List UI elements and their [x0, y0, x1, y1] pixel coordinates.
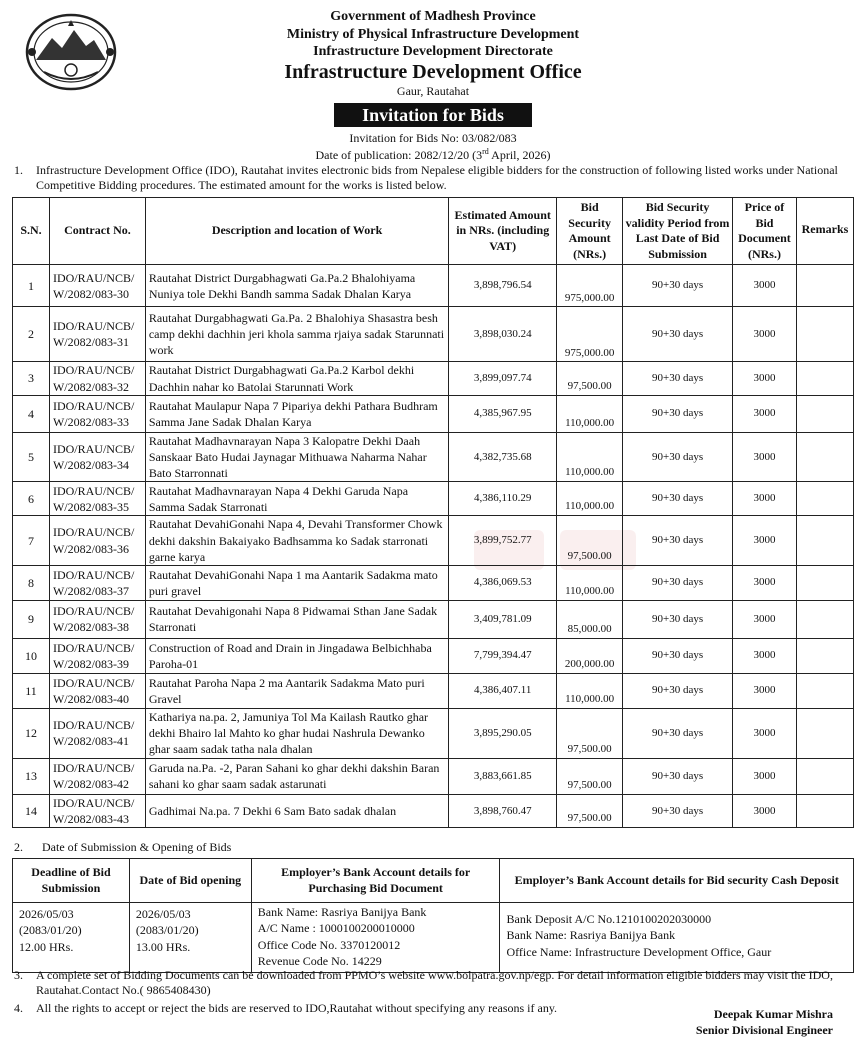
header-sn: S.N.	[13, 198, 50, 265]
row-remarks	[796, 758, 853, 794]
row-validity: 90+30 days	[623, 758, 733, 794]
row-contract-no: IDO/RAU/NCB/W/2082/083-40	[49, 673, 145, 708]
row-estimated-amount: 4,386,069.53	[449, 565, 557, 600]
row-price: 3000	[732, 565, 796, 600]
opening-date: 2026/05/03	[135, 907, 191, 922]
row-bid-security: 110,000.00	[557, 395, 623, 432]
row-price: 3000	[732, 265, 796, 307]
row-estimated-amount: 7,799,394.47	[449, 638, 557, 673]
row-description: Rautahat District Durgabhagwati Ga.Pa.2 Karbol dekhi Dachhin nahar ko Batolai Starunnati Work	[145, 362, 448, 395]
row-description: Rautahat District Durgabhagwati Ga.Pa.2 Bhalohiyama Nuniya tole Dekhi Bandh samma Sadak Dhalan Karya	[145, 265, 448, 307]
row-contract-no: IDO/RAU/NCB/W/2082/083-39	[49, 638, 145, 673]
bank-purchase-office-code: Office Code No. 3370120012	[257, 937, 401, 952]
header-description: Description and location of Work	[145, 198, 448, 265]
row-validity: 90+30 days	[623, 482, 733, 516]
row-bid-security: 97,500.00	[557, 794, 623, 827]
table-row	[13, 794, 854, 827]
row-bid-security: 97,500.00	[557, 362, 623, 395]
row-remarks	[796, 708, 853, 758]
row-validity: 90+30 days	[623, 362, 733, 395]
row-sn: 7	[13, 516, 50, 566]
row-bid-security: 110,000.00	[557, 673, 623, 708]
directorate-line: Infrastructure Development Directorate	[313, 44, 553, 59]
row-sn: 1	[13, 265, 50, 307]
row-price: 3000	[732, 708, 796, 758]
row-estimated-amount: 3,883,661.85	[449, 758, 557, 794]
row-remarks	[796, 516, 853, 566]
row-contract-no: IDO/RAU/NCB/W/2082/083-42	[49, 758, 145, 794]
table-row	[13, 758, 854, 794]
deadline-date-bs: (2083/01/20)	[19, 923, 82, 938]
schedule-row	[13, 903, 854, 973]
section-3-paragraph	[14, 968, 854, 1000]
header-deadline: Deadline of Bid Submission	[13, 859, 130, 903]
section-4-paragraph	[14, 1001, 654, 1017]
row-estimated-amount: 4,385,967.95	[449, 395, 557, 432]
row-remarks	[796, 673, 853, 708]
office-title: Infrastructure Development Office	[284, 61, 582, 83]
row-bid-security: 85,000.00	[557, 600, 623, 638]
table-row	[13, 600, 854, 638]
header-bank-purchase: Employer’s Bank Account details for Purchasing Bid Document	[251, 859, 500, 903]
intro-number: 1.	[14, 163, 23, 177]
row-price: 3000	[732, 516, 796, 566]
row-description: Rautahat Madhavnarayan Napa 3 Kalopatre Dekhi Daah Sanskaar Bato Hudai Jaynagar Mithuawa Naharma Nahar Bato Starronnati	[145, 432, 448, 482]
row-sn: 13	[13, 758, 50, 794]
header-estimated: Estimated Amount in NRs. (including VAT)	[449, 198, 557, 265]
opening-date-bs: (2083/01/20)	[135, 923, 199, 938]
header-contract: Contract No.	[49, 198, 145, 265]
header-opening: Date of Bid opening	[129, 859, 251, 903]
table-row	[13, 307, 854, 362]
row-sn: 9	[13, 600, 50, 638]
row-price: 3000	[732, 794, 796, 827]
bank-purchase-account: A/C Name : 1000100200010000	[257, 921, 415, 936]
row-remarks	[796, 638, 853, 673]
row-description: Rautahat DevahiGonahi Napa 1 ma Aantarik Sadakma mato puri gravel	[145, 565, 448, 600]
row-sn: 8	[13, 565, 50, 600]
bank-purchase-cell	[251, 903, 500, 973]
section-2-heading	[14, 840, 854, 856]
row-validity: 90+30 days	[623, 673, 733, 708]
publication-date-sup: rd	[482, 147, 489, 156]
row-contract-no: IDO/RAU/NCB/W/2082/083-43	[49, 794, 145, 827]
row-bid-security: 97,500.00	[557, 758, 623, 794]
row-estimated-amount: 3,899,752.77	[449, 516, 557, 566]
row-estimated-amount: 3,409,781.09	[449, 600, 557, 638]
row-estimated-amount: 3,898,760.47	[449, 794, 557, 827]
row-validity: 90+30 days	[623, 432, 733, 482]
row-price: 3000	[732, 482, 796, 516]
row-remarks	[796, 432, 853, 482]
table-row	[13, 362, 854, 395]
row-sn: 6	[13, 482, 50, 516]
row-validity: 90+30 days	[623, 600, 733, 638]
section-3-number: 3.	[14, 968, 23, 982]
header-remarks: Remarks	[796, 198, 853, 265]
row-sn: 5	[13, 432, 50, 482]
row-description: Gadhimai Na.pa. 7 Dekhi 6 Sam Bato sadak dhalan	[145, 794, 448, 827]
deadline-date: 2026/05/03	[19, 907, 74, 922]
table-row	[13, 673, 854, 708]
row-description: Rautahat Durgabhagwati Ga.Pa. 2 Bhalohiya Shasastra besh camp dekhi dachhin jeri khola samma rjaiya sadak Starunnati work	[145, 307, 448, 362]
bank-purchase-revenue-code: Revenue Code No. 14229	[257, 953, 382, 968]
row-contract-no: IDO/RAU/NCB/W/2082/083-34	[49, 432, 145, 482]
row-remarks	[796, 307, 853, 362]
deadline-time: 12.00 HRs.	[19, 939, 74, 954]
row-estimated-amount: 3,898,030.24	[449, 307, 557, 362]
opening-cell	[129, 903, 251, 973]
row-validity: 90+30 days	[623, 307, 733, 362]
row-validity: 90+30 days	[623, 794, 733, 827]
row-description: Construction of Road and Drain in Jingadawa Belbichhaba Paroha-01	[145, 638, 448, 673]
row-sn: 10	[13, 638, 50, 673]
row-bid-security: 200,000.00	[557, 638, 623, 673]
works-header-row	[13, 198, 854, 265]
row-estimated-amount: 3,899,097.74	[449, 362, 557, 395]
header-price: Price of Bid Document (NRs.)	[732, 198, 796, 265]
bank-purchase-name: Bank Name: Rasriya Banijya Bank	[257, 905, 427, 920]
signatory-name: Deepak Kumar Mishra	[713, 1007, 833, 1021]
publication-date-prefix: Date of publication: 2082/12/20 (3	[315, 148, 483, 162]
row-contract-no: IDO/RAU/NCB/W/2082/083-35	[49, 482, 145, 516]
row-sn: 11	[13, 673, 50, 708]
table-row	[13, 395, 854, 432]
table-row	[13, 565, 854, 600]
row-contract-no: IDO/RAU/NCB/W/2082/083-41	[49, 708, 145, 758]
row-validity: 90+30 days	[623, 708, 733, 758]
row-price: 3000	[732, 395, 796, 432]
government-line: Government of Madhesh Province	[330, 9, 536, 24]
bid-number: Invitation for Bids No: 03/082/083	[349, 131, 517, 145]
row-description: Kathariya na.pa. 2, Jamuniya Tol Ma Kailash Rautko ghar dekhi Bhairo lal Mahto ko ghar hudai Nashrula Dewanko ghar saam sadak tatha nala dhalan	[145, 708, 448, 758]
row-remarks	[796, 265, 853, 307]
table-row	[13, 516, 854, 566]
row-price: 3000	[732, 600, 796, 638]
row-price: 3000	[732, 758, 796, 794]
bank-security-cell	[500, 903, 854, 973]
table-row	[13, 432, 854, 482]
row-price: 3000	[732, 362, 796, 395]
section-2-text: Date of Submission & Opening of Bids	[42, 840, 232, 854]
row-price: 3000	[732, 673, 796, 708]
row-sn: 14	[13, 794, 50, 827]
row-bid-security: 110,000.00	[557, 565, 623, 600]
header-validity: Bid Security validity Period from Last Date of Bid Submission	[623, 198, 733, 265]
ministry-line: Ministry of Physical Infrastructure Development	[286, 27, 580, 42]
deadline-cell	[13, 903, 130, 973]
row-description: Rautahat Devahigonahi Napa 8 Pidwamai Sthan Jane Sadak Starronati	[145, 600, 448, 638]
row-bid-security: 975,000.00	[557, 307, 623, 362]
row-remarks	[796, 395, 853, 432]
notice-title: Invitation for Bids	[334, 103, 532, 127]
row-estimated-amount: 3,895,290.05	[449, 708, 557, 758]
notice-header	[0, 0, 866, 120]
table-row	[13, 638, 854, 673]
table-row	[13, 482, 854, 516]
row-price: 3000	[732, 638, 796, 673]
row-sn: 12	[13, 708, 50, 758]
row-validity: 90+30 days	[623, 565, 733, 600]
works-table-body	[13, 265, 854, 828]
bank-security-account: Bank Deposit A/C No.1210100202030000	[506, 912, 712, 927]
row-remarks	[796, 794, 853, 827]
row-contract-no: IDO/RAU/NCB/W/2082/083-30	[49, 265, 145, 307]
row-sn: 2	[13, 307, 50, 362]
row-estimated-amount: 4,386,407.11	[449, 673, 557, 708]
section-3-text: A complete set of Bidding Documents can be downloaded from PPMO’s website www.bolpatra.gov.np/egp. For detail information eligible bidders may visit the IDO, Rautahat.Contact No.( 9865408430)	[36, 968, 833, 997]
works-table	[12, 197, 854, 828]
row-bid-security: 97,500.00	[557, 708, 623, 758]
publication-date-suffix: April, 2026)	[488, 148, 551, 162]
row-remarks	[796, 362, 853, 395]
row-contract-no: IDO/RAU/NCB/W/2082/083-31	[49, 307, 145, 362]
row-contract-no: IDO/RAU/NCB/W/2082/083-37	[49, 565, 145, 600]
row-validity: 90+30 days	[623, 265, 733, 307]
section-4-number: 4.	[14, 1001, 23, 1015]
row-contract-no: IDO/RAU/NCB/W/2082/083-36	[49, 516, 145, 566]
row-estimated-amount: 4,382,735.68	[449, 432, 557, 482]
row-remarks	[796, 600, 853, 638]
row-description: Rautahat DevahiGonahi Napa 4, Devahi Transformer Chowk dekhi dakshin Bakaiyako Badhsamma ko Sadak starronati garne karya	[145, 516, 448, 566]
row-validity: 90+30 days	[623, 638, 733, 673]
row-estimated-amount: 3,898,796.54	[449, 265, 557, 307]
row-bid-security: 97,500.00	[557, 516, 623, 566]
header-bid-security: Bid Security Amount (NRs.)	[557, 198, 623, 265]
bank-security-office: Office Name: Infrastructure Development Office, Gaur	[506, 944, 772, 959]
row-description: Garuda na.Pa. -2, Paran Sahani ko ghar dekhi dakshin Baran sahani ko ghar saam sadak astarunati	[145, 758, 448, 794]
opening-time: 13.00 HRs.	[135, 939, 191, 954]
row-bid-security: 110,000.00	[557, 482, 623, 516]
section-4-text: All the rights to accept or reject the bids are reserved to IDO,Rautahat without specifying any reasons if any.	[36, 1001, 558, 1015]
intro-paragraph	[14, 163, 854, 195]
row-bid-security: 975,000.00	[557, 265, 623, 307]
row-validity: 90+30 days	[623, 395, 733, 432]
row-price: 3000	[732, 432, 796, 482]
signatory-title: Senior Divisional Engineer	[695, 1023, 833, 1037]
row-description: Rautahat Paroha Napa 2 ma Aantarik Sadakma Mato puri Gravel	[145, 673, 448, 708]
schedule-header-row	[13, 859, 854, 903]
schedule-table	[12, 858, 854, 973]
row-remarks	[796, 482, 853, 516]
row-price: 3000	[732, 307, 796, 362]
row-sn: 4	[13, 395, 50, 432]
row-contract-no: IDO/RAU/NCB/W/2082/083-33	[49, 395, 145, 432]
office-location: Gaur, Rautahat	[396, 84, 470, 98]
row-bid-security: 110,000.00	[557, 432, 623, 482]
publication-date	[0, 147, 866, 163]
section-2-number: 2.	[14, 840, 23, 854]
row-description: Rautahat Madhavnarayan Napa 4 Dekhi Garuda Napa Samma Sadak Starronati	[145, 482, 448, 516]
row-description: Rautahat Maulapur Napa 7 Pipariya dekhi Pathara Budhram Samma Jane Sadak Dhalan Karya	[145, 395, 448, 432]
row-estimated-amount: 4,386,110.29	[449, 482, 557, 516]
table-row	[13, 265, 854, 307]
table-row	[13, 708, 854, 758]
row-validity: 90+30 days	[623, 516, 733, 566]
header-bank-security: Employer’s Bank Account details for Bid security Cash Deposit	[500, 859, 854, 903]
row-sn: 3	[13, 362, 50, 395]
row-remarks	[796, 565, 853, 600]
row-contract-no: IDO/RAU/NCB/W/2082/083-32	[49, 362, 145, 395]
intro-text: Infrastructure Development Office (IDO), Rautahat invites electronic bids from Nepalese eligible bidders for the construction of following listed works under National Competitive Bidding procedures. The estimated amount for the works is listed below.	[36, 163, 838, 192]
row-contract-no: IDO/RAU/NCB/W/2082/083-38	[49, 600, 145, 638]
bank-security-name: Bank Name: Rasriya Banijya Bank	[506, 928, 676, 943]
